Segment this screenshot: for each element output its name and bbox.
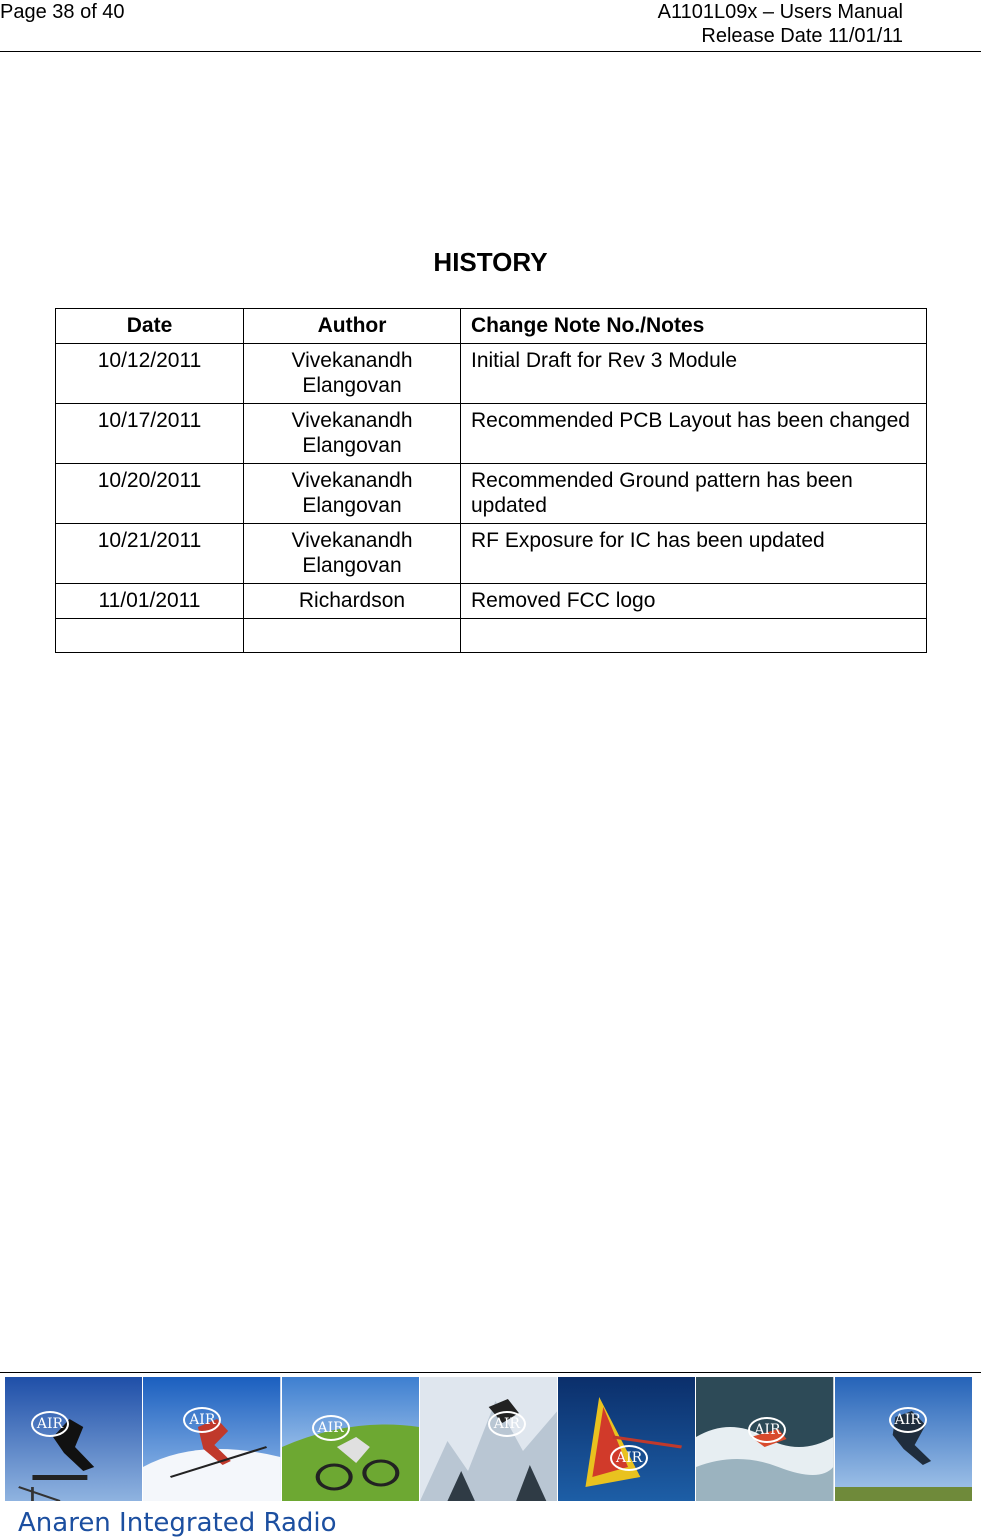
- cell-notes: Recommended PCB Layout has been changed: [461, 404, 927, 464]
- author-line: Elangovan: [302, 374, 402, 397]
- windsurf-photo-icon: [558, 1377, 695, 1501]
- air-badge: AIR: [748, 1417, 786, 1443]
- air-badge: AIR: [312, 1415, 350, 1441]
- banner-panel-snowboard: [420, 1377, 558, 1501]
- skateboard-photo-icon: [5, 1377, 142, 1501]
- cell-date: 11/01/2011: [56, 584, 244, 619]
- air-badge: AIR: [889, 1407, 927, 1433]
- history-table: [55, 308, 927, 653]
- header-release-date: Release Date 11/01/11: [701, 25, 903, 47]
- air-badge: AIR: [488, 1411, 526, 1437]
- author-line: Vivekanandh: [291, 409, 413, 432]
- cell-notes: Removed FCC logo: [461, 584, 927, 619]
- air-badge: AIR: [31, 1411, 69, 1437]
- footer-divider: [0, 1372, 981, 1373]
- banner-panel-ski: [143, 1377, 281, 1501]
- banner-panel-skateboard: [5, 1377, 143, 1501]
- author-line: Elangovan: [302, 554, 402, 577]
- air-badge: AIR: [183, 1407, 221, 1433]
- ski-photo-icon: [143, 1377, 280, 1501]
- banner-panel-kayak: [696, 1377, 834, 1501]
- snowboard-photo-icon: [420, 1377, 557, 1501]
- inline-skate-photo-icon: [835, 1377, 972, 1501]
- author-line: Elangovan: [302, 494, 402, 517]
- section-title: HISTORY: [433, 247, 548, 277]
- cell-date: 10/17/2011: [56, 404, 244, 464]
- column-header-date: Date: [56, 309, 244, 344]
- cell-author: [244, 404, 461, 464]
- cell-date: 10/12/2011: [56, 344, 244, 404]
- cell-empty: [244, 619, 461, 653]
- cell-notes: RF Exposure for IC has been updated: [461, 524, 927, 584]
- banner-panel-bike: [282, 1377, 420, 1501]
- brand-wordmark: Anaren Integrated Radio: [18, 1508, 337, 1538]
- header-doc-info: [658, 0, 903, 48]
- table-row: [56, 464, 927, 524]
- cell-empty: [56, 619, 244, 653]
- cell-empty: [461, 619, 927, 653]
- table-row: [56, 404, 927, 464]
- author-line: Vivekanandh: [291, 469, 413, 492]
- footer-banner: [5, 1377, 972, 1501]
- table-row-empty: [56, 619, 927, 653]
- cell-author: Richardson: [244, 584, 461, 619]
- cell-date: 10/21/2011: [56, 524, 244, 584]
- author-line: Elangovan: [302, 434, 402, 457]
- author-line: Vivekanandh: [291, 349, 413, 372]
- banner-panel-skate: [835, 1377, 972, 1501]
- table-header-row: [56, 309, 927, 344]
- air-badge: AIR: [610, 1445, 648, 1471]
- header-doc-title: A1101L09x – Users Manual: [657, 1, 903, 23]
- cell-author: [244, 464, 461, 524]
- cell-author: [244, 524, 461, 584]
- table-row: [56, 524, 927, 584]
- header-divider: [0, 51, 981, 52]
- bike-photo-icon: [282, 1377, 419, 1501]
- cell-date: 10/20/2011: [56, 464, 244, 524]
- table-row: [56, 584, 927, 619]
- cell-author: [244, 344, 461, 404]
- column-header-notes: Change Note No./Notes: [461, 309, 927, 344]
- table-row: [56, 344, 927, 404]
- column-header-author: Author: [244, 309, 461, 344]
- author-line: Vivekanandh: [291, 529, 413, 552]
- header-page-number: Page 38 of 40: [0, 1, 125, 23]
- cell-notes: Initial Draft for Rev 3 Module: [461, 344, 927, 404]
- cell-notes: Recommended Ground pattern has been updated: [461, 464, 927, 524]
- banner-panel-windsurf: [558, 1377, 696, 1501]
